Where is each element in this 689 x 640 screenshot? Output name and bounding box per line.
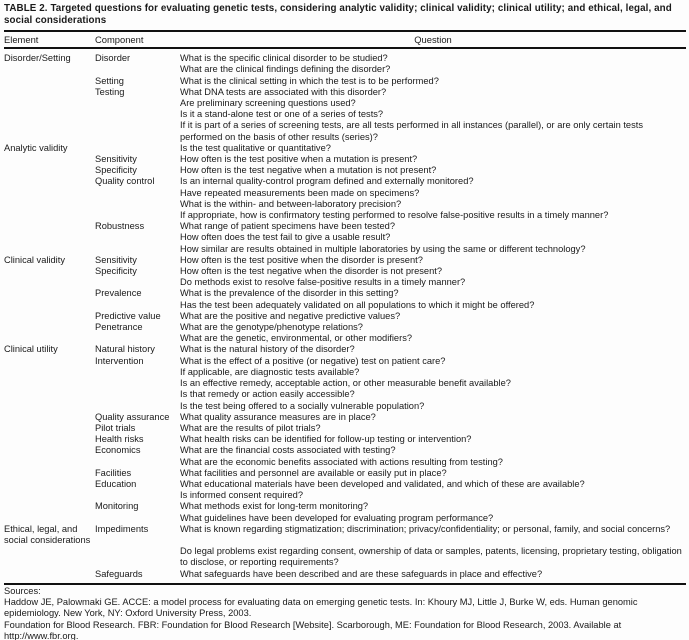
- question-cell: Has the test been adequately validated on all populations to which it might be offered?: [180, 299, 535, 310]
- table-row: [4, 546, 686, 568]
- question-cell: How often is the test positive when a mutation is present?: [180, 154, 418, 165]
- element-cell: [4, 546, 95, 568]
- element-cell: [4, 165, 95, 176]
- element-cell: [4, 300, 95, 311]
- table-row: [4, 513, 686, 524]
- question-cell: How often is the test negative when the disorder is not present?: [180, 266, 443, 277]
- element-cell: [4, 64, 95, 75]
- element-cell: [4, 311, 95, 322]
- table-row: [4, 344, 686, 355]
- component-cell: Quality control: [95, 176, 155, 187]
- question-cell: Is it a stand-alone test or one of a series of tests?: [180, 109, 384, 120]
- question-cell: What is the within- and between-laboratory precision?: [180, 198, 402, 209]
- component-cell: Sensitivity: [95, 154, 137, 165]
- reference: Haddow JE, Palowmaki GE. ACCE: a model process for evaluating data on emerging genetic tests. In: Khoury MJ, Little J, Burke W, eds. Human genomic epidemiology. New York, NY: Oxford University Press, 2003.: [4, 597, 638, 619]
- question-cell: What are the financial costs associated with testing?: [180, 445, 396, 456]
- reference: Foundation for Blood Research. FBR: Foundation for Blood Research [Website]. Scarborough, ME: Foundation for Blood Research, 2003. Available at http://www.fbr.org.: [4, 619, 622, 640]
- element-cell: [4, 210, 95, 221]
- element-cell: [4, 457, 95, 468]
- question-cell: What are the genotype/phenotype relations?: [180, 322, 363, 333]
- table-row: [4, 501, 686, 512]
- component-cell: [95, 98, 180, 109]
- table-row: [4, 244, 686, 255]
- component-cell: [95, 232, 180, 243]
- table-row: [4, 176, 686, 187]
- element-cell: [4, 199, 95, 210]
- col-header-component: Component: [95, 31, 180, 48]
- component-cell: Economics: [95, 445, 141, 456]
- table-row: [4, 490, 686, 501]
- table-row: [4, 378, 686, 389]
- question-cell: How often does the test fail to give a usable result?: [180, 232, 391, 243]
- table-row: [4, 76, 686, 87]
- element-cell: [4, 154, 95, 165]
- question-cell: What DNA tests are associated with this disorder?: [180, 86, 387, 97]
- component-cell: [95, 378, 180, 389]
- component-cell: Safeguards: [95, 568, 143, 579]
- component-cell: [95, 389, 180, 400]
- question-cell: If it is part of a series of screening tests, are all tests performed in all instances (parallel), or are only certain tests performed on the basis of other results (series)?: [180, 120, 643, 142]
- element-cell: [4, 367, 95, 378]
- table-row: [4, 277, 686, 288]
- question-cell: Is an effective remedy, acceptable action, or other measurable benefit available?: [180, 378, 511, 389]
- table-row: [4, 64, 686, 75]
- component-cell: Quality assurance: [95, 411, 170, 422]
- table-row: [4, 255, 686, 266]
- table-row: [4, 98, 686, 109]
- component-cell: [95, 300, 180, 311]
- element-cell: [4, 569, 95, 580]
- question-cell: Do legal problems exist regarding consent, ownership of data or samples, patents, licensing, proprietary testing, obligation to disclose, or reporting requirements?: [180, 546, 682, 568]
- element-cell: [4, 423, 95, 434]
- question-cell: What are the clinical findings defining the disorder?: [180, 64, 391, 75]
- element-cell: [4, 98, 95, 109]
- table-row: [4, 457, 686, 468]
- table-row: [4, 210, 686, 221]
- element-cell: [4, 468, 95, 479]
- question-cell: What is known regarding stigmatization; discrimination; privacy/confidentiality; or personal, family, and social concerns?: [180, 523, 671, 534]
- component-cell: [95, 513, 180, 524]
- header-row: [4, 31, 686, 48]
- component-cell: Health risks: [95, 434, 144, 445]
- component-cell: [95, 333, 180, 344]
- component-cell: Robustness: [95, 221, 145, 232]
- element-cell: Clinical utility: [4, 344, 58, 355]
- component-cell: Prevalence: [95, 288, 142, 299]
- table-row: [4, 48, 686, 64]
- question-cell: What is the clinical setting in which the test is to be performed?: [180, 75, 439, 86]
- element-cell: [4, 501, 95, 512]
- component-cell: Sensitivity: [95, 254, 137, 265]
- table-body: [4, 48, 686, 580]
- question-cell: What are the economic benefits associated with actions resulting from testing?: [180, 456, 503, 467]
- table-row: [4, 109, 686, 120]
- element-cell: [4, 87, 95, 98]
- component-cell: [95, 188, 180, 199]
- table-row: [4, 165, 686, 176]
- element-cell: [4, 490, 95, 501]
- table-row: [4, 143, 686, 154]
- question-cell: How often is the test positive when the disorder is present?: [180, 254, 423, 265]
- element-cell: [4, 412, 95, 423]
- element-cell: Disorder/Setting: [4, 53, 71, 64]
- question-cell: What guidelines have been developed for evaluating program performance?: [180, 512, 494, 523]
- element-cell: [4, 120, 95, 142]
- question-cell: Is the test being offered to a socially vulnerable population?: [180, 400, 425, 411]
- element-cell: [4, 244, 95, 255]
- question-cell: Have repeated measurements been made on specimens?: [180, 187, 420, 198]
- component-cell: [95, 367, 180, 378]
- question-cell: Are preliminary screening questions used?: [180, 98, 356, 109]
- question-cell: Is an internal quality-control program defined and externally monitored?: [180, 176, 474, 187]
- table-row: [4, 445, 686, 456]
- component-cell: [95, 109, 180, 120]
- element-cell: [4, 401, 95, 412]
- element-cell: Analytic validity: [4, 142, 68, 153]
- question-cell: What educational materials have been developed and validated, and which of these are available?: [180, 478, 585, 489]
- table-row: [4, 232, 686, 243]
- component-cell: Impediments: [95, 523, 149, 534]
- component-cell: Monitoring: [95, 501, 139, 512]
- component-cell: Facilities: [95, 467, 132, 478]
- component-cell: Education: [95, 478, 137, 489]
- component-cell: [95, 457, 180, 468]
- sources-section: [4, 583, 686, 640]
- question-cell: Is that remedy or action easily accessible?: [180, 389, 355, 400]
- table-row: [4, 221, 686, 232]
- table-row: [4, 434, 686, 445]
- question-cell: If appropriate, how is confirmatory testing performed to resolve false-positive results in a timely manner?: [180, 210, 609, 221]
- question-cell: Is informed consent required?: [180, 490, 303, 501]
- element-cell: [4, 288, 95, 299]
- table-row: [4, 188, 686, 199]
- component-cell: Pilot trials: [95, 422, 136, 433]
- component-cell: [95, 277, 180, 288]
- element-cell: [4, 266, 95, 277]
- table-title: TABLE 2. Targeted questions for evaluating genetic tests, considering analytic validity; clinical validity; clinical utility; and ethical, legal, and social considerations: [4, 3, 672, 26]
- element-cell: [4, 356, 95, 367]
- component-cell: [95, 143, 180, 154]
- table-row: [4, 288, 686, 299]
- component-cell: Testing: [95, 86, 125, 97]
- component-cell: [95, 199, 180, 210]
- question-cell: What is the effect of a positive (or negative) test on patient care?: [180, 355, 446, 366]
- question-cell: What methods exist for long-term monitoring?: [180, 501, 369, 512]
- question-cell: Do methods exist to resolve false-positive results in a timely manner?: [180, 277, 466, 288]
- component-cell: [95, 64, 180, 75]
- component-cell: Predictive value: [95, 310, 161, 321]
- element-cell: [4, 188, 95, 199]
- component-cell: Disorder: [95, 53, 131, 64]
- question-cell: What quality assurance measures are in place?: [180, 411, 376, 422]
- component-cell: Specificity: [95, 165, 137, 176]
- element-cell: [4, 232, 95, 243]
- acce-table: [4, 30, 686, 580]
- question-cell: What are the genetic, environmental, or other modifiers?: [180, 333, 413, 344]
- question-cell: What health risks can be identified for follow-up testing or intervention?: [180, 434, 472, 445]
- component-cell: [95, 120, 180, 142]
- component-cell: Penetrance: [95, 322, 143, 333]
- element-cell: Clinical validity: [4, 254, 65, 265]
- table-header: [4, 31, 686, 48]
- element-cell: [4, 109, 95, 120]
- element-cell: [4, 434, 95, 445]
- question-cell: What is the prevalence of the disorder in this setting?: [180, 288, 399, 299]
- component-cell: Intervention: [95, 355, 144, 366]
- question-cell: What is the natural history of the disorder?: [180, 344, 355, 355]
- table-row: [4, 367, 686, 378]
- question-cell: What range of patient specimens have been tested?: [180, 221, 395, 232]
- references-list: [4, 597, 686, 640]
- question-cell: What safeguards have been described and are these safeguards in place and effective?: [180, 568, 543, 579]
- element-cell: [4, 277, 95, 288]
- table-row: [4, 199, 686, 210]
- table-row: [4, 356, 686, 367]
- question-cell: What are the results of pilot trials?: [180, 422, 321, 433]
- component-cell: [95, 546, 180, 568]
- question-cell: What is the specific clinical disorder to be studied?: [180, 53, 388, 64]
- element-cell: Ethical, legal, and social considerations: [4, 523, 91, 545]
- question-cell: What are the positive and negative predictive values?: [180, 310, 401, 321]
- table-row: [4, 468, 686, 479]
- col-header-question: Question: [180, 31, 686, 48]
- question-cell: How similar are results obtained in multiple laboratories by using the same or different technology?: [180, 243, 586, 254]
- component-cell: [95, 210, 180, 221]
- table-row: [4, 524, 686, 546]
- question-cell: How often is the test negative when a mutation is not present?: [180, 165, 437, 176]
- table-row: [4, 120, 686, 142]
- question-cell: Is the test qualitative or quantitative?: [180, 142, 331, 153]
- element-cell: [4, 479, 95, 490]
- component-cell: [95, 490, 180, 501]
- element-cell: [4, 176, 95, 187]
- table-row: [4, 479, 686, 490]
- element-cell: [4, 76, 95, 87]
- table-row: [4, 87, 686, 98]
- element-cell: [4, 221, 95, 232]
- element-cell: [4, 389, 95, 400]
- table-row: [4, 154, 686, 165]
- component-cell: Natural history: [95, 344, 155, 355]
- component-cell: Specificity: [95, 266, 137, 277]
- table-row: [4, 311, 686, 322]
- question-cell: If applicable, are diagnostic tests available?: [180, 366, 360, 377]
- question-cell: What facilities and personnel are available or easily put in place?: [180, 467, 447, 478]
- table-row: [4, 401, 686, 412]
- element-cell: [4, 333, 95, 344]
- sources-label: Sources:: [4, 585, 41, 596]
- table-row: [4, 266, 686, 277]
- table-row: [4, 333, 686, 344]
- element-cell: [4, 378, 95, 389]
- table-row: [4, 389, 686, 400]
- table-row: [4, 412, 686, 423]
- component-cell: [95, 244, 180, 255]
- table-row: [4, 569, 686, 580]
- element-cell: [4, 322, 95, 333]
- table-row: [4, 300, 686, 311]
- element-cell: [4, 445, 95, 456]
- element-cell: [4, 513, 95, 524]
- col-header-element: Element: [4, 31, 95, 48]
- component-cell: [95, 401, 180, 412]
- component-cell: Setting: [95, 75, 124, 86]
- table-row: [4, 423, 686, 434]
- table-row: [4, 322, 686, 333]
